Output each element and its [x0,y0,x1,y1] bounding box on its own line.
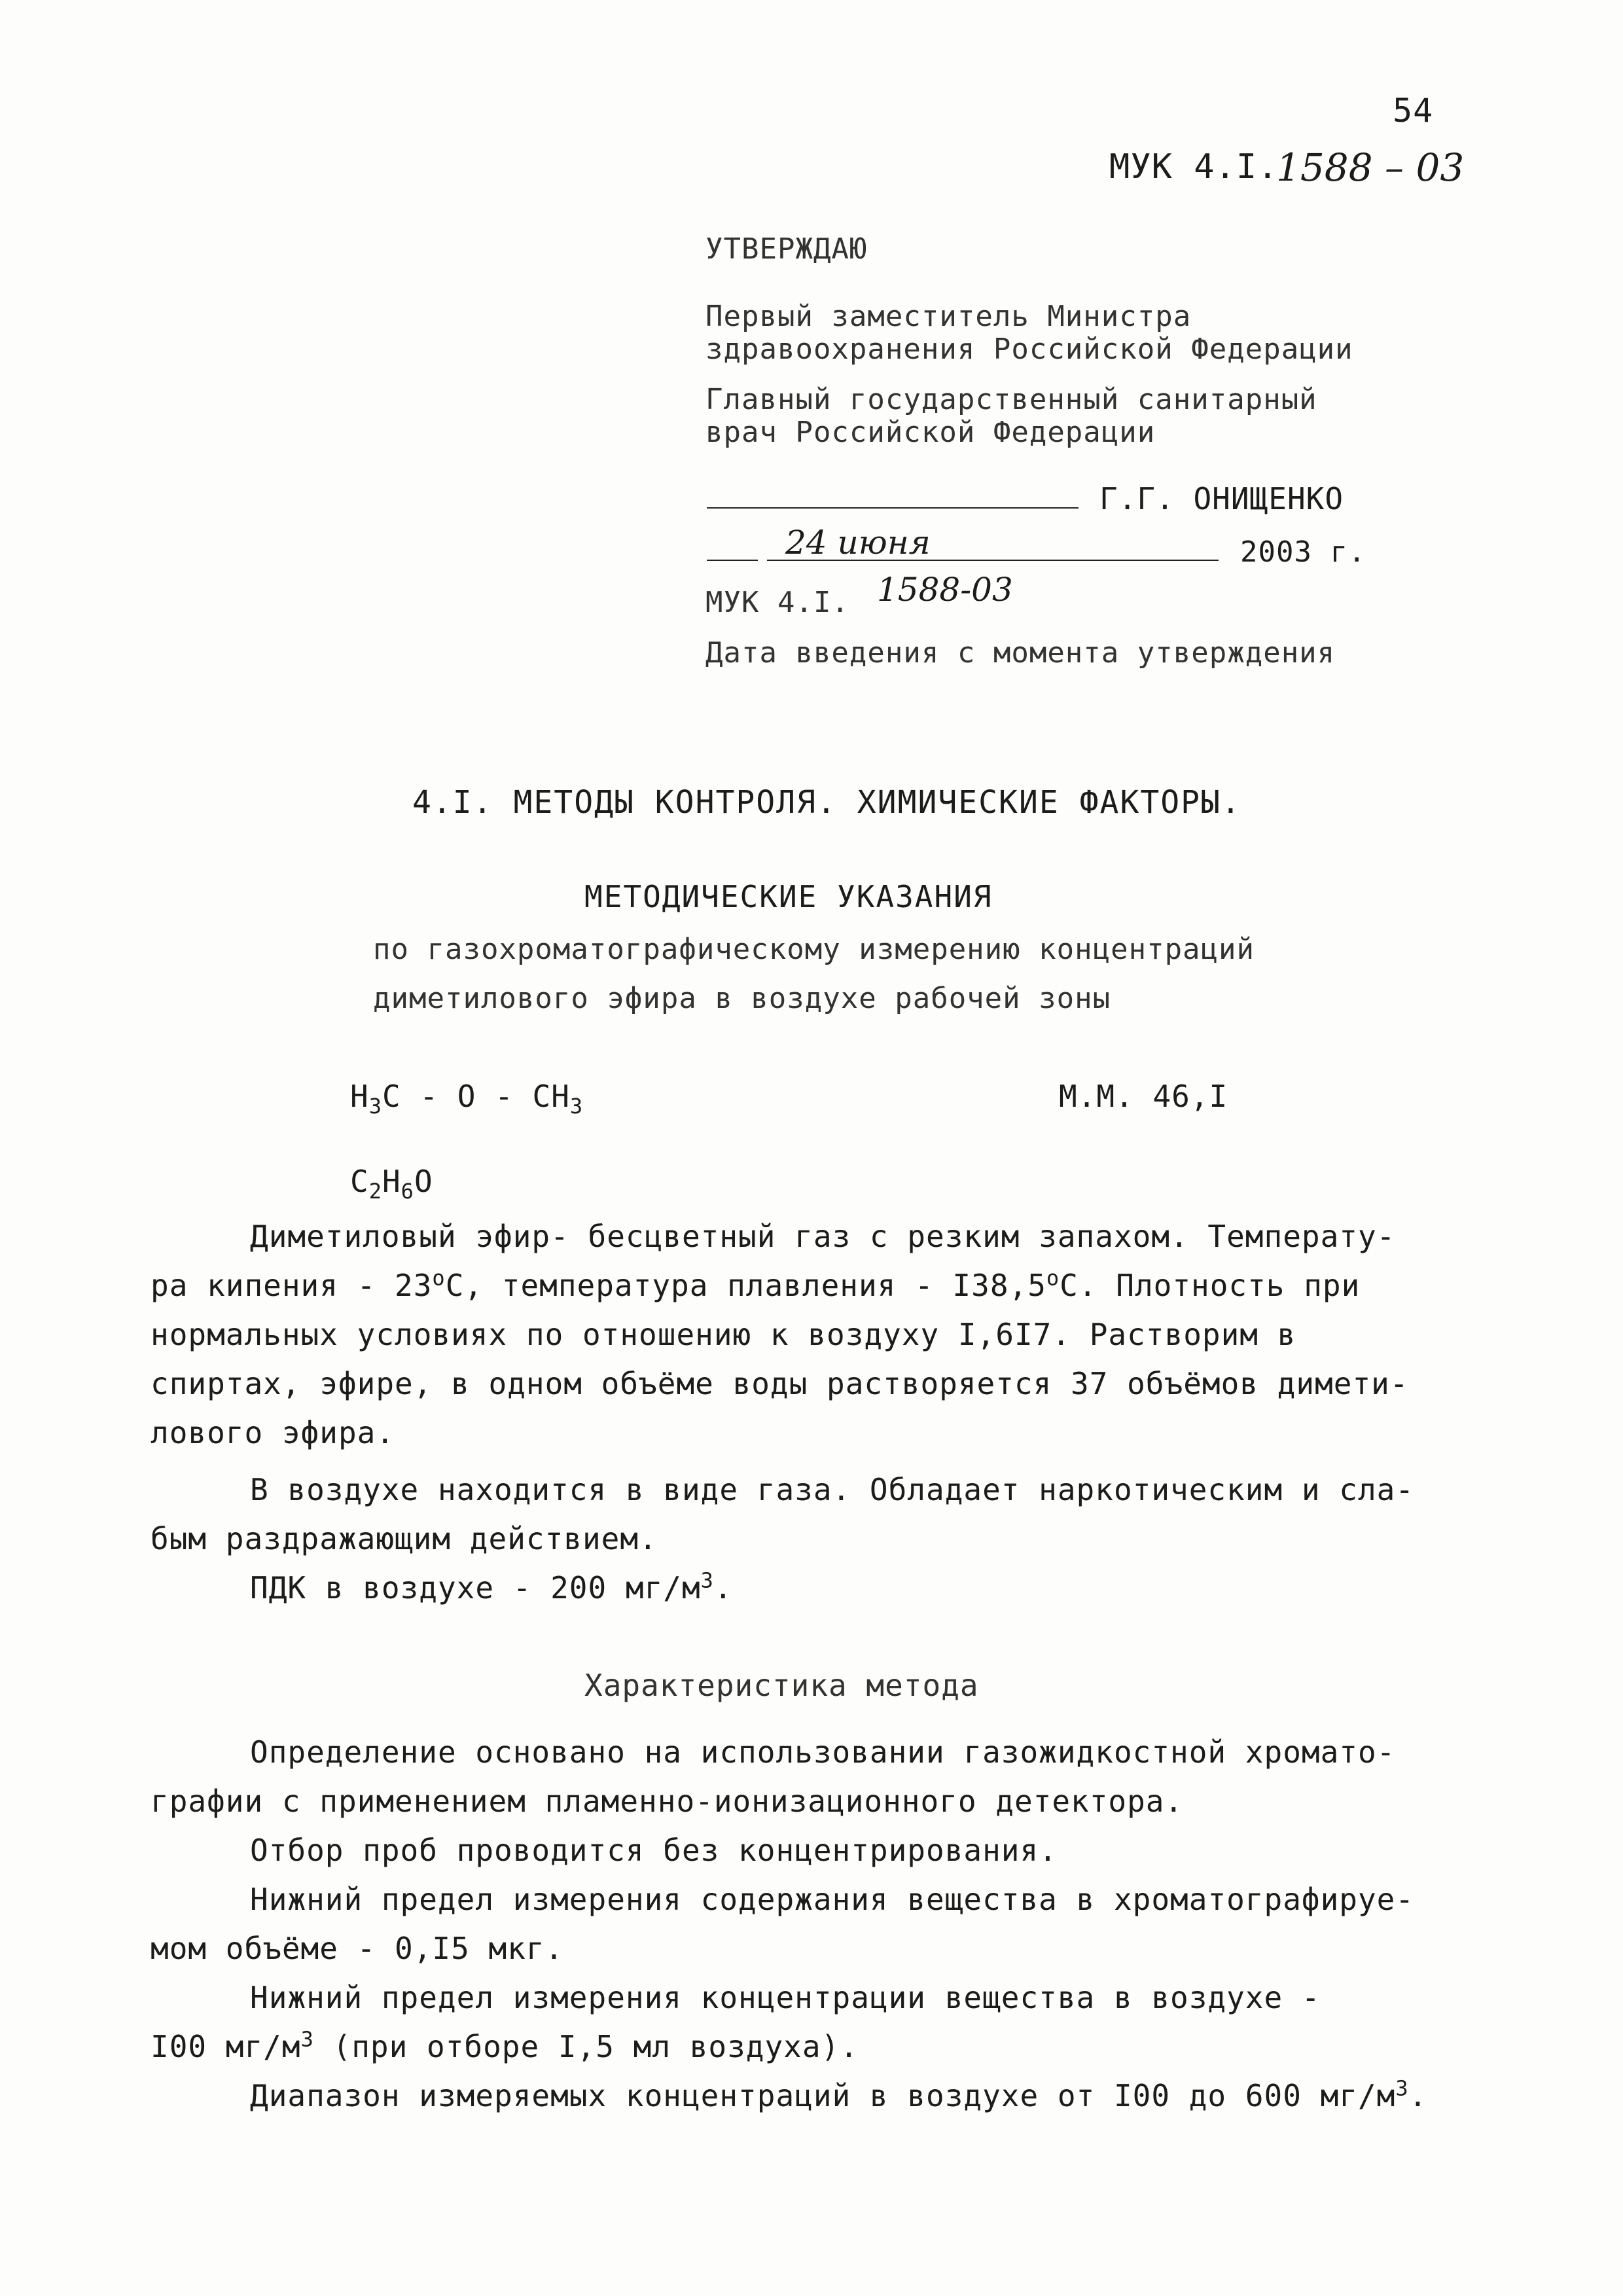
method-line-3: Отбор проб проводится без концентрирования. [250,1833,1058,1868]
structural-formula [350,1079,584,1119]
approval-position-line3: Главный государственный санитарный [705,383,1317,416]
molecular-mass: М.М. 46,I [1059,1079,1228,1114]
empirical-c: C [350,1164,369,1199]
formula-sub-3b: 3 [569,1094,584,1119]
description-block [151,1212,1499,1613]
signatory-name: Г.Г. ОНИЩЕНКО [1099,481,1344,516]
desc-line-5: лового эфира. [151,1415,395,1450]
empirical-sub-2: 2 [368,1179,382,1204]
signature-line [707,507,1079,509]
muk-number-printed: МУК 4.I. [705,586,849,619]
method-line-8 [151,2072,1499,2121]
cube-1: 3 [700,1568,714,1593]
pdk-line [151,1564,1499,1613]
cube-3: 3 [1395,2075,1409,2101]
section-title: 4.I. МЕТОДЫ КОНТРОЛЯ. ХИМИЧЕСКИЕ ФАКТОРЫ. [412,784,1241,821]
guidelines-title: МЕТОДИЧЕСКИЕ УКАЗАНИЯ [584,879,993,914]
date-year: 2003 г. [1240,535,1366,569]
desc-line-2 [151,1261,1499,1310]
date-line-left [707,560,758,561]
guidelines-subtitle-line1: по газохроматографическому измерению концентраций [373,933,1255,966]
doc-code-handwritten: 1588 – 03 [1276,145,1465,190]
date-handwritten: 24 июня [785,524,931,562]
empirical-sub-6: 6 [401,1179,414,1204]
desc-line-2c: С. Плотность при [1060,1268,1361,1303]
method-line-5: мом объёме - 0,I5 мкг. [151,1931,564,1966]
effective-date-note: Дата введения с момента утверждения [705,636,1336,670]
cube-2: 3 [300,2026,314,2052]
degree-1: o [432,1265,446,1291]
desc-line-4: спиртах, эфире, в одном объёме воды растворяется 37 объёмов димети- [151,1366,1409,1401]
empirical-h: H [382,1164,401,1199]
desc-line-6: В воздухе находится в виде газа. Обладает наркотическим и сла- [250,1472,1415,1507]
method-line-7 [151,2022,1499,2072]
desc-line-1: Диметиловый эфир- бесцветный газ с резким запахом. Температу- [250,1219,1396,1254]
method-line-8-dot: . [1408,2078,1428,2113]
method-line-7b: (при отборе I,5 мл воздуха). [313,2029,859,2064]
desc-line-3: нормальных условиях по отношению к воздуху I,6I7. Растворим в [151,1317,1296,1352]
page-number: 54 [1393,92,1434,130]
approval-position-line1: Первый заместитель Министра [705,300,1192,333]
empirical-o: O [414,1164,433,1199]
method-heading: Характеристика метода [584,1668,979,1703]
muk-number-handwritten: 1588-03 [877,571,1013,609]
formula-sub-3a: 3 [368,1094,382,1119]
approval-position-line4: врач Российской Федерации [705,416,1156,449]
formula-h: H [350,1079,369,1114]
method-block [151,1728,1499,2121]
formula-c-o-ch: C - O - CH [382,1079,570,1114]
approval-position-line2: здравоохранения Российской Федерации [705,332,1353,366]
method-line-4: Нижний предел измерения содержания вещества в хроматографируе- [250,1882,1415,1917]
degree-2: o [1046,1265,1060,1291]
method-line-1: Определение основано на использовании газожидкостной хромато- [250,1734,1396,1770]
desc-line-2b: С, температура плавления - I38,5 [445,1268,1046,1303]
doc-code-printed: МУК 4.I. [1109,147,1279,187]
approval-heading: УТВЕРЖДАЮ [705,232,868,266]
method-line-8a: Диапазон измеряемых концентраций в воздухе от I00 до 600 мг/м [250,2078,1396,2113]
method-line-7a: I00 мг/м [151,2029,301,2064]
method-line-2: графии с применением пламенно-ионизационного детектора. [151,1784,1184,1819]
desc-line-7: бым раздражающим действием. [151,1521,658,1556]
pdk-text: ПДК в воздухе - 200 мг/м [250,1570,701,1605]
guidelines-subtitle-line2: диметилового эфира в воздухе рабочей зоны [373,982,1111,1015]
empirical-formula [350,1164,433,1204]
method-line-6: Нижний предел измерения концентрации вещества в воздухе - [250,1980,1321,2015]
desc-line-2a: ра кипения - 23 [151,1268,433,1303]
pdk-dot: . [713,1570,733,1605]
